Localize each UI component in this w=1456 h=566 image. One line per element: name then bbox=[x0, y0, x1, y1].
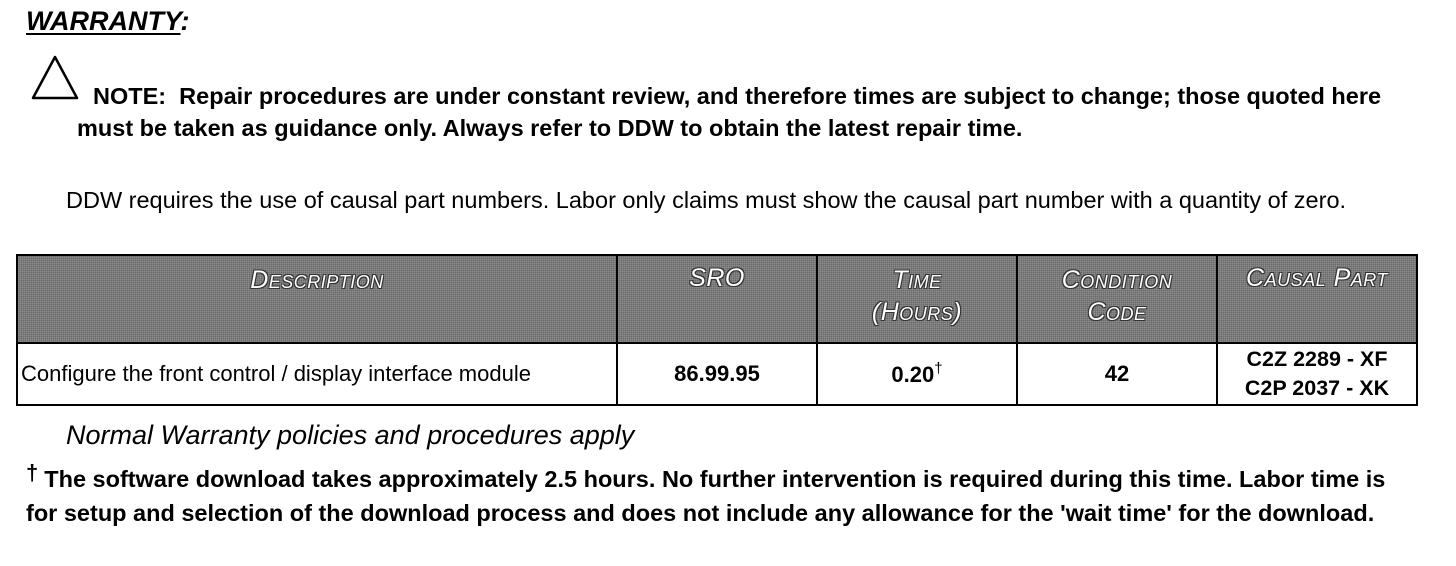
header-causal-part-label: Causal Part bbox=[1246, 264, 1388, 292]
warranty-title: WARRANTY bbox=[26, 6, 181, 36]
header-description bbox=[17, 255, 617, 343]
time-footnote-mark: † bbox=[934, 360, 943, 377]
footnote bbox=[26, 456, 1416, 530]
header-condition-code bbox=[1017, 255, 1217, 343]
header-time-unit: (Hours) bbox=[871, 298, 963, 326]
causal-part-2: C2P 2037 - XK bbox=[1244, 376, 1390, 400]
footnote-dagger: † bbox=[26, 460, 39, 485]
note-label: NOTE: bbox=[93, 83, 167, 109]
header-sro-label: SRO bbox=[689, 264, 745, 292]
cell-time bbox=[817, 343, 1017, 405]
warranty-table bbox=[16, 254, 1418, 406]
normal-warranty-text: Normal Warranty policies and procedures apply bbox=[66, 420, 635, 450]
header-description-label: Description bbox=[250, 266, 384, 294]
header-time bbox=[817, 255, 1017, 343]
note-text: Repair procedures are under constant review, and therefore times are subject to change; those quoted here must be taken as guidance only. Always refer to DDW to obtain the latest repair time. bbox=[77, 83, 1382, 141]
caution-triangle-icon bbox=[30, 54, 80, 102]
ddw-requirement-text: DDW requires the use of causal part numbers. Labor only claims must show the causal part number with a quantity of zero. bbox=[66, 187, 1347, 213]
table-row bbox=[17, 343, 1417, 405]
warranty-colon: : bbox=[180, 6, 190, 36]
header-condition-label: Condition bbox=[1061, 266, 1173, 294]
header-sro bbox=[617, 255, 817, 343]
header-code-label: Code bbox=[1087, 298, 1147, 326]
causal-part-1: C2Z 2289 - XF bbox=[1246, 347, 1388, 371]
table-header-row bbox=[17, 255, 1417, 343]
cell-causal-parts bbox=[1217, 343, 1417, 405]
cell-condition-code: 42 bbox=[1017, 343, 1217, 405]
header-time-label: Time bbox=[892, 266, 942, 294]
warranty-heading bbox=[26, 6, 190, 37]
note-block bbox=[77, 80, 1397, 144]
cell-description: Configure the front control / display interface module bbox=[17, 343, 617, 405]
header-causal-part bbox=[1217, 255, 1417, 343]
footnote-text: The software download takes approximately 2.5 hours. No further intervention is required during this time. Labor time is for setup and selection of the download process and does not include any allowance for the 'wait time' for the download. bbox=[26, 466, 1386, 526]
cell-sro: 86.99.95 bbox=[617, 343, 817, 405]
time-value: 0.20 bbox=[891, 362, 935, 387]
